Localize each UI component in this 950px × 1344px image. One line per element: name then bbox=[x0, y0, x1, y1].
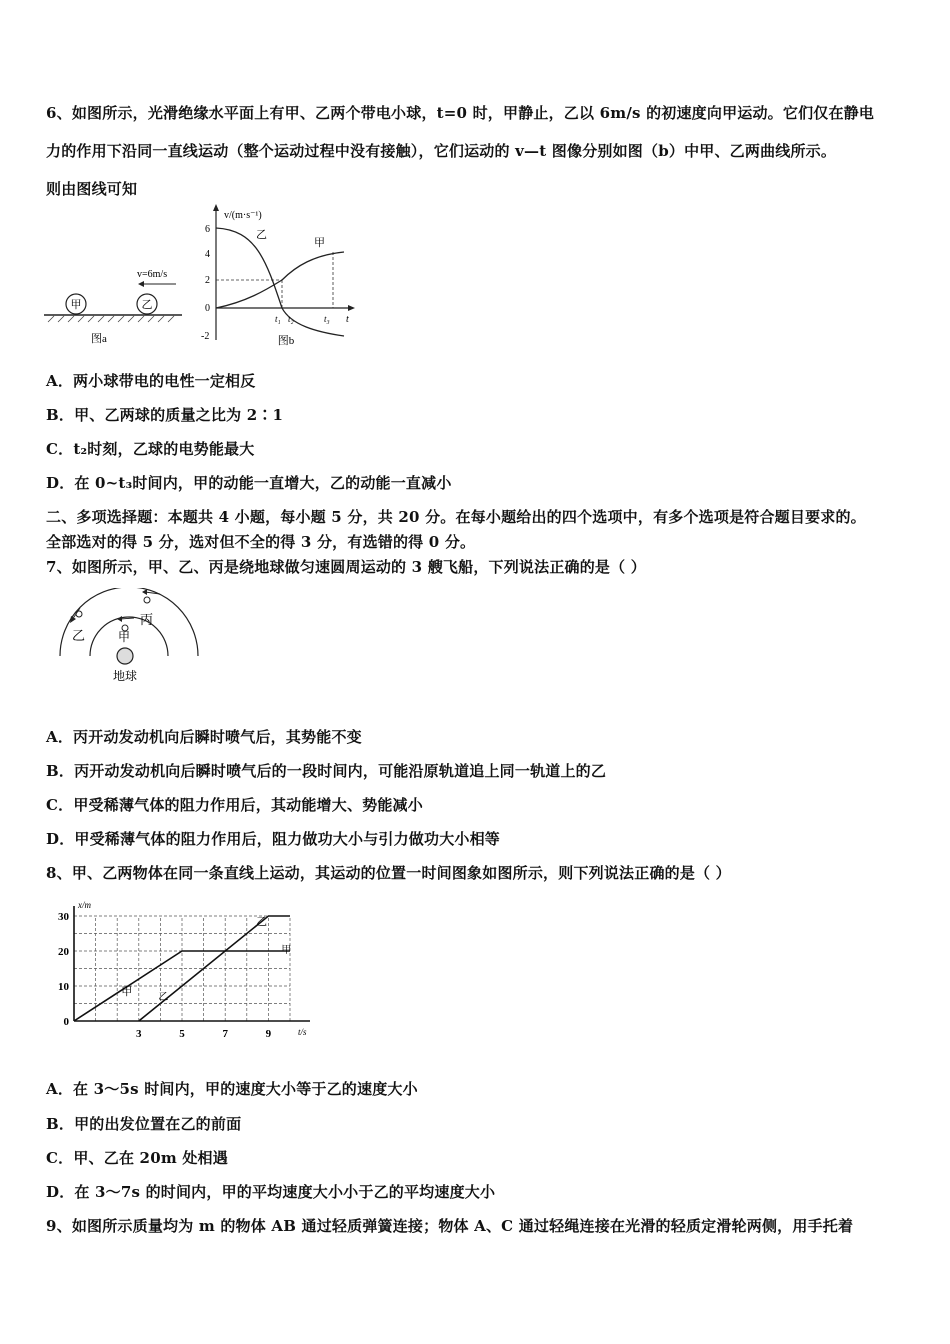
fig-a-caption: 图a bbox=[91, 333, 107, 345]
q6-option-c: C．t₂时刻，乙球的电势能最大 bbox=[46, 440, 255, 458]
x-tick-5: 5 bbox=[179, 1028, 185, 1040]
series-label-yi: 乙 bbox=[256, 915, 268, 928]
xtick-t3: t₃ bbox=[324, 314, 330, 324]
ytick-2: 2 bbox=[205, 275, 210, 286]
curve-jia-label: 甲 bbox=[314, 237, 325, 249]
q9-stem: 9、如图所示质量均为 m 的物体 AB 通过轻质弹簧连接；物体 A、C 通过轻绳连接在光滑的轻质定滑轮两侧，用手托着 bbox=[46, 1217, 854, 1235]
y-tick-30: 30 bbox=[58, 911, 69, 923]
fig-b-ylabel: v/(m·s⁻¹) bbox=[224, 210, 262, 221]
q7-option-b: B．丙开动发动机向后瞬时喷气后的一段时间内，可能沿原轨道追上同一轨道上的乙 bbox=[46, 762, 607, 780]
velocity-label: v=6m/s bbox=[137, 269, 168, 280]
ytick-4: 4 bbox=[205, 249, 210, 260]
series-mid-yi: 乙 bbox=[158, 992, 169, 1003]
q6-figure-b bbox=[196, 200, 368, 350]
q7-option-a: A．丙开动发动机向后瞬时喷气后，其势能不变 bbox=[46, 728, 362, 746]
ball-jia-label: 甲 bbox=[70, 299, 82, 311]
section2-intro-line2: 全部选对的得 5 分，选对但不全的得 3 分，有选错的得 0 分。 bbox=[46, 533, 476, 551]
x-tick-3: 3 bbox=[136, 1028, 142, 1040]
y-axis-label: x/m bbox=[78, 900, 91, 910]
q6-option-d: D．在 0~t₃时间内，甲的动能一直增大，乙的动能一直减小 bbox=[46, 474, 452, 492]
ytick-neg2: -2 bbox=[201, 331, 210, 342]
xtick-t2: t₂ bbox=[288, 314, 294, 324]
q7-option-d: D．甲受稀薄气体的阻力作用后，阻力做功大小与引力做功大小相等 bbox=[46, 830, 501, 848]
ship-yi-label: 乙 bbox=[72, 628, 86, 643]
y-tick-0: 0 bbox=[63, 1016, 69, 1028]
y-tick-20: 20 bbox=[58, 946, 69, 958]
x-axis-label: t/s bbox=[298, 1027, 307, 1037]
curve-jia bbox=[216, 252, 344, 308]
q7-option-c: C．甲受稀薄气体的阻力作用后，其动能增大、势能减小 bbox=[46, 796, 423, 814]
series-label-jia: 甲 bbox=[121, 986, 133, 998]
series-end-jia: 甲 bbox=[281, 944, 292, 956]
q6-stem-line2: 力的作用下沿同一直线运动（整个运动过程中没有接触），它们运动的 v—t 图像分别如图（b）中甲、乙两曲线所示。 bbox=[46, 142, 837, 160]
q8-option-b: B．甲的出发位置在乙的前面 bbox=[46, 1115, 242, 1133]
q7-orbit-figure bbox=[52, 588, 202, 688]
x-tick-9: 9 bbox=[265, 1028, 272, 1040]
q6-option-a: A．两小球带电的电性一定相反 bbox=[46, 372, 256, 390]
curve-yi-label: 乙 bbox=[256, 229, 267, 241]
fig-b-caption: 图b bbox=[277, 335, 295, 347]
fig-b-xlabel: t bbox=[346, 314, 349, 325]
q6-figure-a bbox=[44, 260, 184, 350]
y-tick-10: 10 bbox=[58, 981, 69, 993]
ship-bing-label: 丙 bbox=[140, 612, 154, 627]
q6-stem-line1: 6、如图所示，光滑绝缘水平面上有甲、乙两个带电小球，t=0 时，甲静止，乙以 6m/s 的初速度向甲运动。它们仅在静电 bbox=[46, 104, 875, 122]
earth-label: 地球 bbox=[112, 669, 138, 683]
q8-option-a: A．在 3～5s 时间内，甲的速度大小等于乙的速度大小 bbox=[46, 1080, 418, 1098]
ship-jia-label: 甲 bbox=[118, 630, 131, 644]
q8-option-d: D．在 3～7s 的时间内，甲的平均速度大小小于乙的平均速度大小 bbox=[46, 1183, 496, 1201]
earth-icon bbox=[117, 648, 133, 664]
orbit-outer bbox=[60, 588, 198, 656]
q6-option-b: B．甲、乙两球的质量之比为 2∶1 bbox=[46, 406, 284, 424]
q8-stem: 8、甲、乙两物体在同一条直线上运动，其运动的位置一时间图象如图所示，则下列说法正确的是（ ） bbox=[46, 864, 731, 882]
q8-xt-chart bbox=[50, 896, 314, 1046]
ball-yi-label: 乙 bbox=[141, 299, 153, 311]
xtick-t1: t₁ bbox=[275, 314, 281, 324]
section2-intro-line1: 二、多项选择题：本题共 4 小题，每小题 5 分，共 20 分。在每小题给出的四个选项中，有多个选项是符合题目要求的。 bbox=[46, 508, 866, 526]
ytick-6: 6 bbox=[205, 224, 210, 235]
q8-option-c: C．甲、乙在 20m 处相遇 bbox=[46, 1149, 228, 1167]
ytick-0: 0 bbox=[205, 303, 210, 314]
q7-stem: 7、如图所示，甲、乙、丙是绕地球做匀速圆周运动的 3 艘飞船，下列说法正确的是（ ） bbox=[46, 558, 646, 576]
x-tick-7: 7 bbox=[222, 1028, 228, 1040]
q6-stem-line3: 则由图线可知 bbox=[46, 180, 138, 198]
